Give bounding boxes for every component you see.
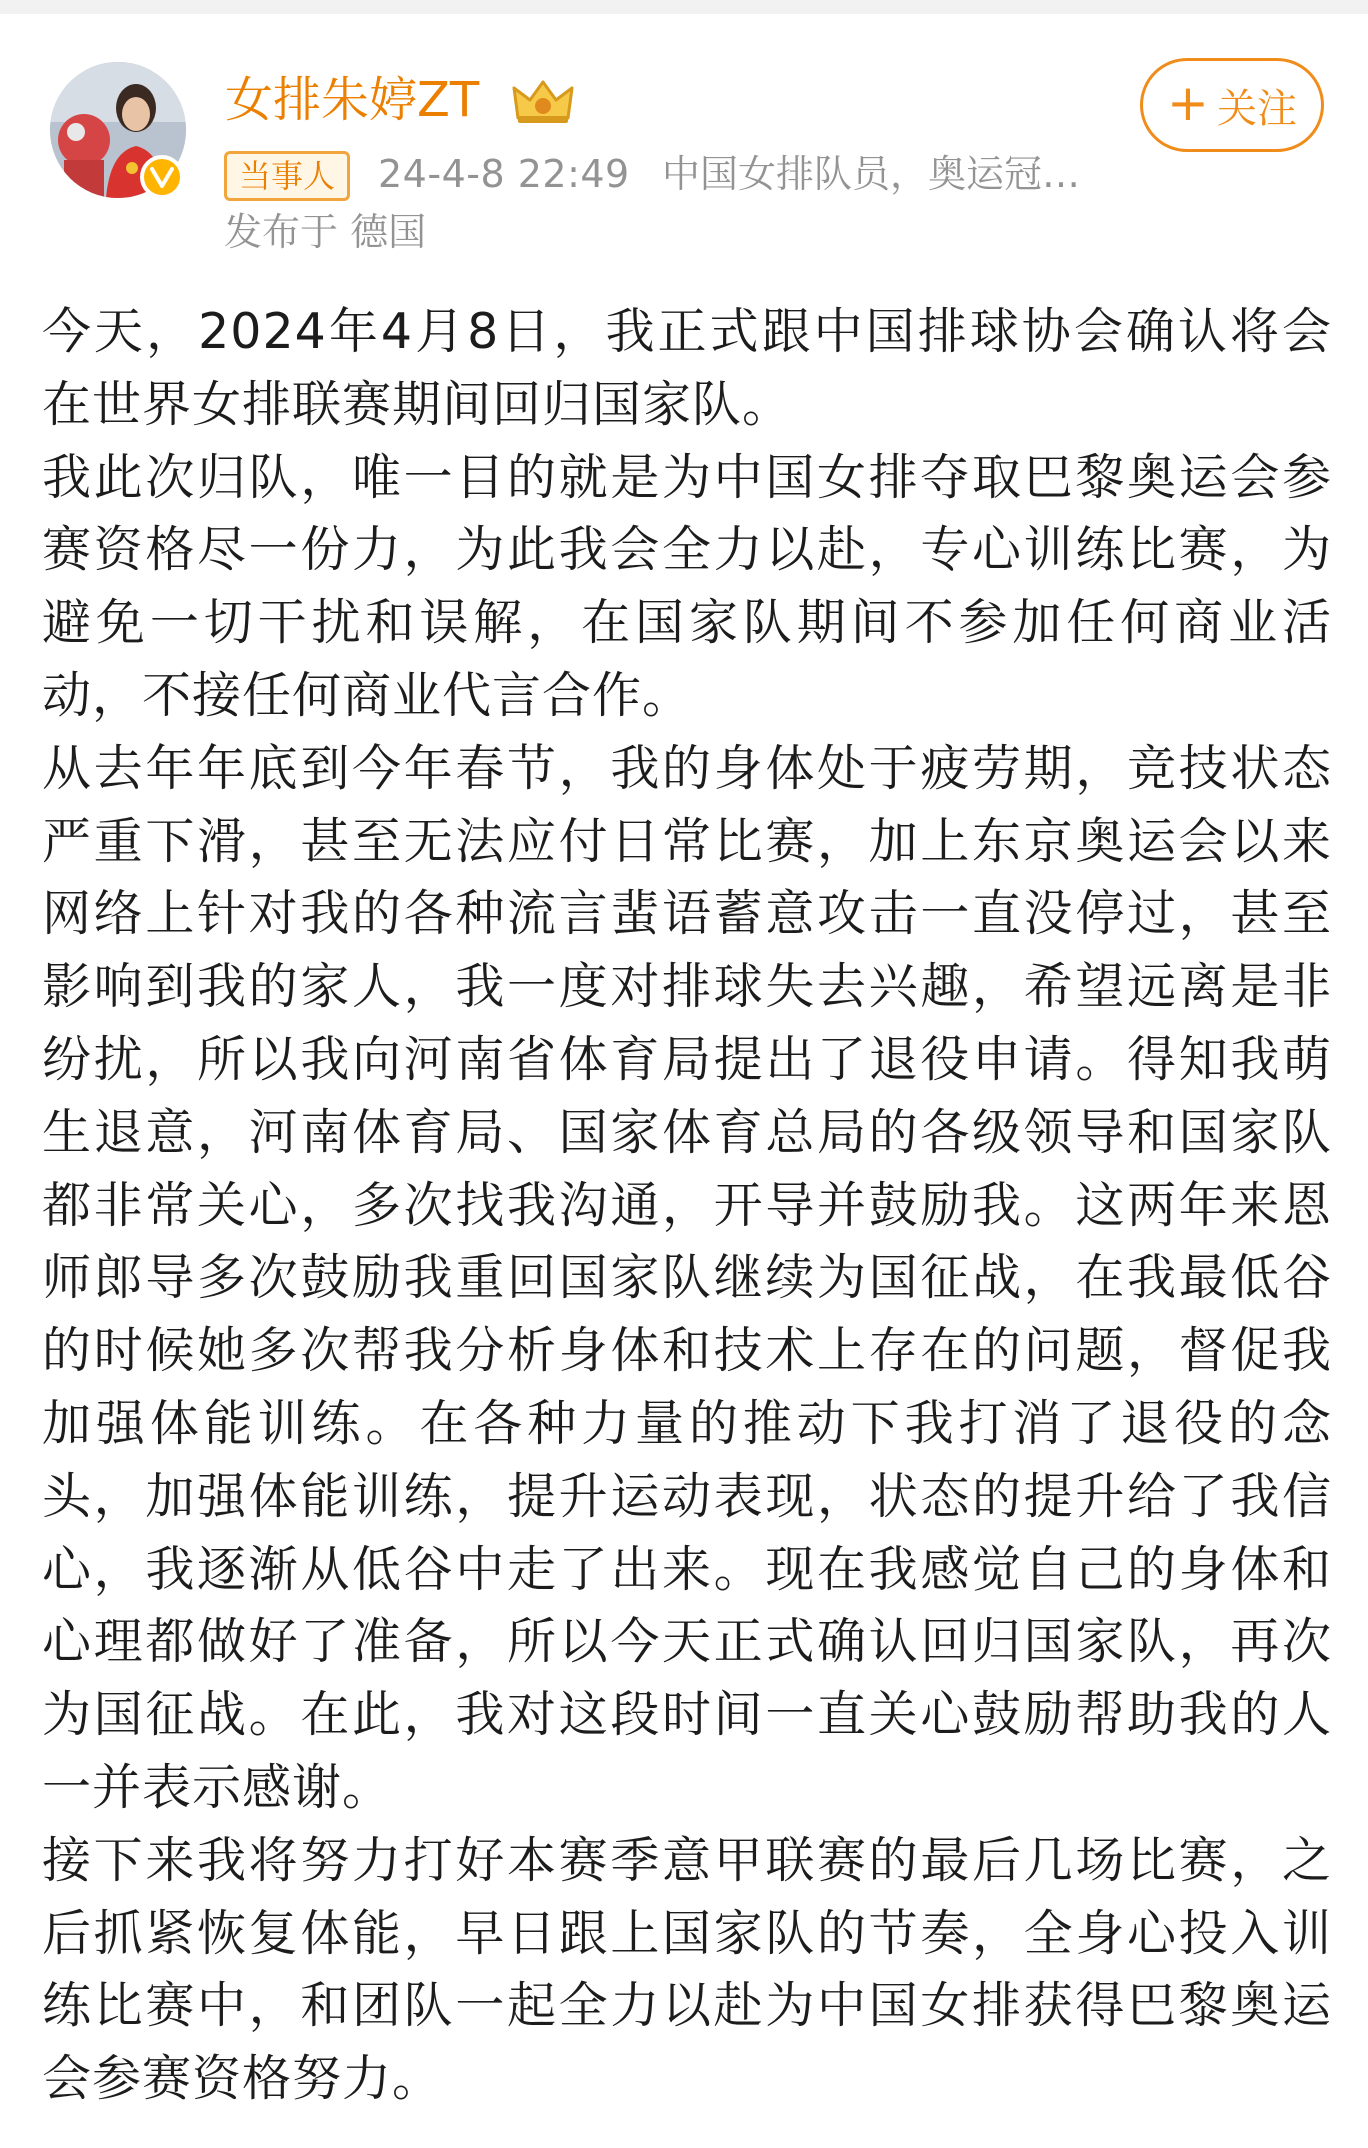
plus-icon: +: [1167, 74, 1209, 132]
paragraph: 从去年年底到今年春节，我的身体处于疲劳期，竞技状态严重下滑，甚至无法应付日常比赛，加上东京奥运会以来网络上针对我的各种流言蜚语蓄意攻击一直没停过，甚至影响到我的家人，我一度对排球失去兴趣，希望远离是非纷扰，所以我向河南省体育局提出了退役申请。得知我萌生退意，河南体育局、国家体育总局的各级领导和国家队都非常关心，多次找我沟通，开导并鼓励我。这两年来恩师郎导多次鼓励我重回国家队继续为国征战，在我最低谷的时候她多次帮我分析身体和技术上存在的问题，督促我加强体能训练。在各种力量的推动下我打消了退役的念头，加强体能训练，提升运动表现，状态的提升给了我信心，我逐渐从低谷中走了出来。现在我感觉自己的身体和心理都做好了准备，所以今天正式确认回归国家队，再次为国征战。在此，我对这段时间一直关心鼓励帮助我的人一并表示感谢。: [42, 739, 1332, 1816]
follow-label: 关注: [1216, 85, 1297, 132]
post-time: 24-4-8 22:49: [378, 152, 630, 196]
paragraph: 接下来我将努力打好本赛季意甲联赛的最后几场比赛，之后抓紧恢复体能，早日跟上国家队的节奏，全身心投入训练比赛中，和团队一起全力以赴为中国女排获得巴黎奥运会参赛资格努力。: [42, 1831, 1332, 2108]
paragraph: 我此次归队，唯一目的就是为中国女排夺取巴黎奥运会参赛资格尽一份力，为此我会全力以赴，专心训练比赛，为避免一切干扰和误解，在国家队期间不参加任何商业活动，不接任何商业代言合作。: [42, 448, 1332, 724]
paragraph: 今天，2024年4月8日，我正式跟中国排球协会确认将会在世界女排联赛期间回归国家队。: [42, 303, 1332, 433]
user-description: 中国女排队员，奥运冠…: [662, 152, 1081, 196]
follow-button[interactable]: [1140, 58, 1324, 152]
post-location: 发布于 德国: [224, 210, 427, 254]
top-strip: [0, 0, 1368, 14]
username[interactable]: 女排朱婷ZT: [225, 72, 480, 128]
post-body: [42, 296, 1332, 2116]
verified-v-icon: [140, 155, 184, 199]
tag-badge: 当事人: [224, 151, 350, 201]
vip-crown-icon: [510, 76, 576, 126]
